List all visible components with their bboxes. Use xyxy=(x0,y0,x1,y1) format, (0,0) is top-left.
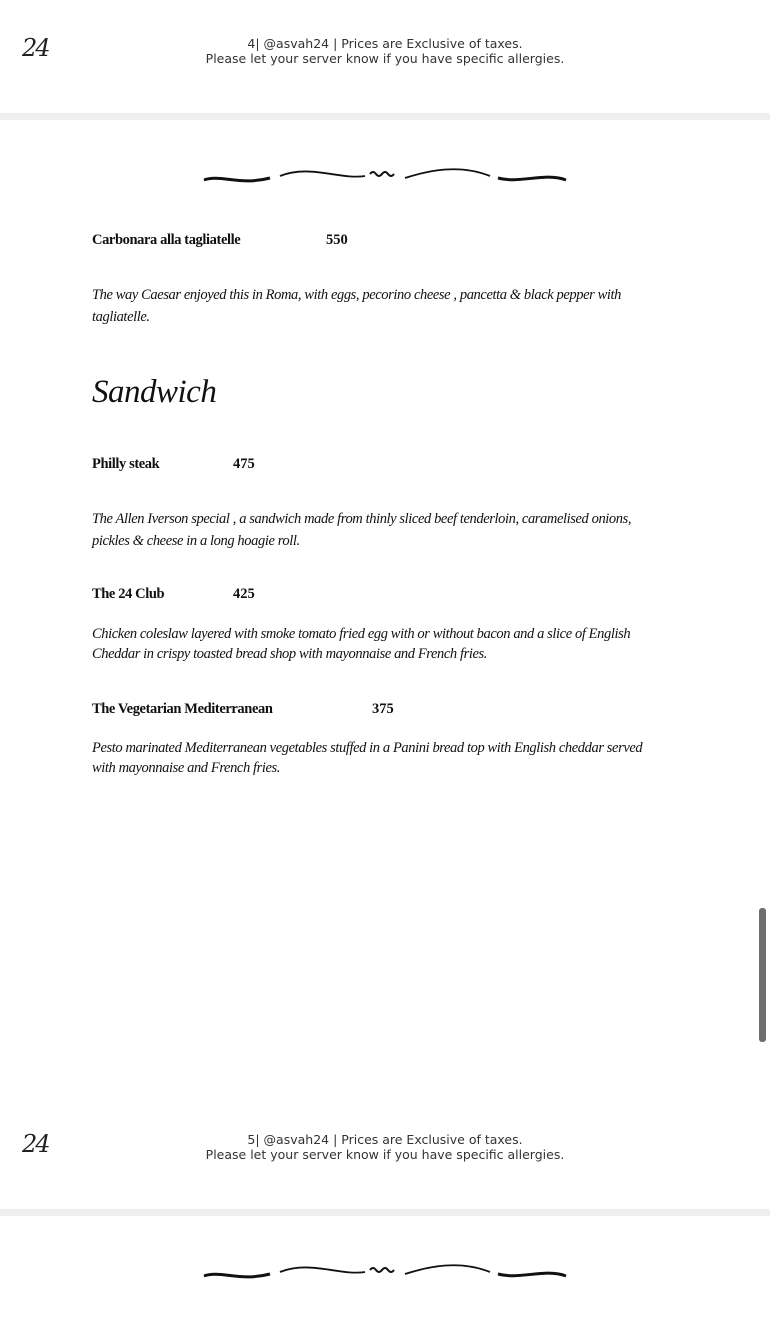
description-line: tagliatelle. xyxy=(92,309,150,325)
menu-item-name: Carbonara alla tagliatelle xyxy=(92,232,241,248)
ornament-flourish-icon xyxy=(200,1262,570,1286)
menu-item-price: 425 xyxy=(233,586,255,602)
footer-line-1: 5| @asvah24 | Prices are Exclusive of taxes. xyxy=(247,1132,523,1147)
description-line: The way Caesar enjoyed this in Roma, with eggs, pecorino cheese , pancetta & black pepper with xyxy=(92,287,622,303)
page-separator xyxy=(0,113,770,120)
menu-item-description xyxy=(92,284,692,328)
menu-item-description xyxy=(92,508,692,552)
page-separator xyxy=(0,1209,770,1216)
page-footer xyxy=(0,36,770,66)
vertical-scrollbar[interactable] xyxy=(759,908,766,1042)
menu-item-name: The Vegetarian Mediterranean xyxy=(92,701,273,717)
footer-line-2: Please let your server know if you have specific allergies. xyxy=(205,1147,565,1162)
description-line: Cheddar in crispy toasted bread shop with mayonnaise and French fries. xyxy=(92,646,488,662)
description-line: Pesto marinated Mediterranean vegetables stuffed in a Panini bread top with English cheddar served xyxy=(92,740,643,756)
page-footer xyxy=(0,1132,770,1162)
footer-line-1: 4| @asvah24 | Prices are Exclusive of taxes. xyxy=(247,36,523,51)
menu-item-name: Philly steak xyxy=(92,456,160,472)
brand-logo-icon: 24 xyxy=(22,34,49,62)
footer-line-2: Please let your server know if you have specific allergies. xyxy=(205,51,565,66)
brand-logo-icon: 24 xyxy=(22,1130,49,1158)
description-line: Chicken coleslaw layered with smoke tomato fried egg with or without bacon and a slice of English xyxy=(92,626,631,642)
description-line: pickles & cheese in a long hoagie roll. xyxy=(92,533,300,549)
menu-item-price: 375 xyxy=(372,701,394,717)
menu-item-description xyxy=(92,624,692,664)
ornament-flourish-icon xyxy=(200,166,570,190)
menu-item-price: 550 xyxy=(326,232,348,248)
description-line: with mayonnaise and French fries. xyxy=(92,760,281,776)
description-line: The Allen Iverson special , a sandwich made from thinly sliced beef tenderloin, caramelised onions, xyxy=(92,511,632,527)
section-title: Sandwich xyxy=(92,374,217,410)
menu-item-description xyxy=(92,738,692,778)
menu-item-name: The 24 Club xyxy=(92,586,165,602)
menu-item-price: 475 xyxy=(233,456,255,472)
